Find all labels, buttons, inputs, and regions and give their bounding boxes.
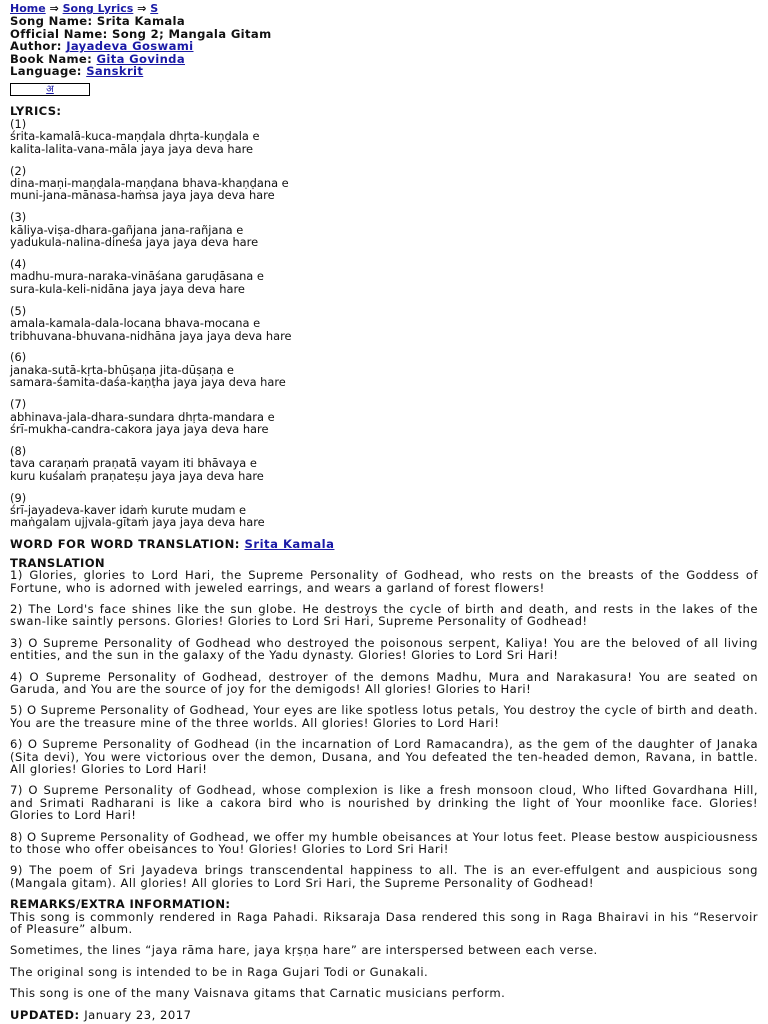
verse bbox=[10, 398, 758, 435]
verse bbox=[10, 258, 758, 295]
verse-line: kuru kuśalaṁ praṇateṣu jaya jaya deva hare bbox=[10, 468, 264, 483]
breadcrumb-separator: ⇒ bbox=[49, 2, 59, 15]
verse-line: madhu-mura-naraka-vināśana garuḍāsana e bbox=[10, 269, 264, 284]
updated-label: UPDATED: bbox=[10, 1007, 80, 1022]
translation-heading: TRANSLATION bbox=[10, 555, 105, 570]
official-name-label: Official Name: bbox=[10, 26, 108, 41]
verse-line: tava caraṇaṁ praṇatā vayam iti bhāvaya e bbox=[10, 456, 257, 471]
verse-line: yadukula-nalina-dineśa jaya jaya deva hare bbox=[10, 235, 259, 250]
word-for-word-link[interactable]: Srita Kamala bbox=[244, 537, 335, 552]
verse bbox=[10, 211, 758, 248]
translation-paragraph: 7) O Supreme Personality of Godhead, whose complexion is like a fresh monsoon cloud, Who lifted Govardhana Hill, and Srimati Radharani is like a cakora bird who is nourished by drinking the light of Your moonlike face. Glories! Glories to Lord Hari! bbox=[10, 783, 758, 823]
remarks-section bbox=[10, 911, 758, 1000]
verse bbox=[10, 118, 758, 155]
verse bbox=[10, 445, 758, 482]
language-row bbox=[10, 65, 758, 77]
remark-paragraph: Sometimes, the lines “jaya rāma hare, jaya kṛṣṇa hare” are interspersed between each verse. bbox=[10, 943, 598, 958]
verse-line: abhinava-jala-dhara-sundara dhṛta-mandara e bbox=[10, 409, 275, 424]
verse-number: (1) bbox=[10, 116, 27, 131]
updated-row bbox=[10, 1009, 758, 1021]
remark-paragraph: The original song is intended to be in Raga Gujari Todi or Gunakali. bbox=[10, 964, 429, 979]
translation-paragraph: 4) O Supreme Personality of Godhead, destroyer of the demons Madhu, Mura and Narakasura! You are seated on Garuda, and You are the source of joy for the demigods! All glories! Glories to Hari! bbox=[10, 669, 758, 696]
remarks-heading: REMARKS/EXTRA INFORMATION: bbox=[10, 897, 231, 912]
word-for-word-label: WORD FOR WORD TRANSLATION: bbox=[10, 537, 240, 552]
verse-number: (9) bbox=[10, 490, 27, 505]
verse-number: (8) bbox=[10, 443, 27, 458]
verse-number: (3) bbox=[10, 210, 27, 225]
remark-paragraph: This song is one of the many Vaisnava gitams that Carnatic musicians perform. bbox=[10, 986, 506, 1001]
song-metadata bbox=[10, 15, 758, 77]
breadcrumb-letter-link[interactable]: S bbox=[150, 2, 159, 15]
song-name-value: Srita Kamala bbox=[96, 14, 186, 29]
verse-line: muni-jana-mānasa-haṁsa jaya jaya deva hare bbox=[10, 188, 275, 203]
verse-line: śrī-mukha-candra-cakora jaya jaya deva hare bbox=[10, 421, 269, 436]
verse-line: samara-śamita-daśa-kaṇṭha jaya jaya deva hare bbox=[10, 375, 286, 390]
language-label: Language: bbox=[10, 64, 82, 79]
verse-line: kāliya-viṣa-dhara-gañjana jana-rañjana e bbox=[10, 222, 244, 237]
lyrics-heading: LYRICS: bbox=[10, 104, 62, 119]
verse-number: (6) bbox=[10, 350, 27, 365]
verse-line: maṅgalam ujjvala-gītaṁ jaya jaya deva hare bbox=[10, 515, 265, 530]
verse bbox=[10, 165, 758, 202]
verse-line: śrita-kamalā-kuca-maṇḍala dhṛta-kuṇḍala e bbox=[10, 129, 260, 144]
author-label: Author: bbox=[10, 39, 62, 54]
translation-paragraph: 5) O Supreme Personality of Godhead, Your eyes are like spotless lotus petals, You destroy the cycle of birth and death. You are the treasure mine of the three worlds. All glories! Glories to Lord Hari! bbox=[10, 703, 758, 730]
verse-line: śrī-jayadeva-kaver idaṁ kurute mudam e bbox=[10, 503, 247, 517]
verse bbox=[10, 492, 758, 529]
book-link[interactable]: Gita Govinda bbox=[96, 51, 185, 66]
updated-date: January 23, 2017 bbox=[84, 1007, 192, 1022]
lyrics-verses bbox=[10, 118, 758, 529]
breadcrumb-separator: ⇒ bbox=[137, 2, 147, 15]
translation-paragraph: 2) The Lord's face shines like the sun globe. He destroys the cycle of birth and death, and rests in the lakes of the swan-like saintly persons. Glories! Glories to Lord Sri Hari, Supreme Personality of Godhead! bbox=[10, 601, 758, 629]
verse-line: janaka-sutā-kṛta-bhūṣaṇa jita-dūṣaṇa e bbox=[10, 362, 234, 377]
translation-paragraph: 1) Glories, glories to Lord Hari, the Supreme Personality of Godhead, who rests on the breasts of the Goddess of Fortune, who is adorned with jeweled earrings, and wears a garland of forest flowers! bbox=[10, 568, 758, 595]
translation-paragraph: 8) O Supreme Personality of Godhead, we offer my humble obeisances at Your lotus feet. Please bestow auspiciousness to those who offer obeisances to You! Glories! Glories to Lord Sri Hari! bbox=[10, 829, 758, 857]
author-link[interactable]: Jayadeva Goswami bbox=[66, 39, 194, 54]
verse-line: dina-maṇi-maṇḍala-maṇḍana bhava-khaṇḍana e bbox=[10, 175, 289, 190]
devanagari-script-button[interactable]: अ bbox=[10, 83, 90, 96]
translation-section bbox=[10, 569, 758, 889]
song-name-label: Song Name: bbox=[10, 14, 93, 29]
verse bbox=[10, 351, 758, 388]
translation-paragraph: 9) The poem of Sri Jayadeva brings transcendental happiness to all. The is an ever-effulgent and auspicious song (Mangala gitam). All glories! All glories to Lord Sri Hari, the Supreme Personality of Godhead! bbox=[10, 863, 758, 890]
word-for-word-row bbox=[10, 538, 758, 550]
verse bbox=[10, 305, 758, 342]
verse-line: kalita-lalita-vana-māla jaya jaya deva hare bbox=[10, 141, 254, 156]
verse-number: (5) bbox=[10, 303, 27, 318]
official-name-value: Song 2; Mangala Gitam bbox=[112, 26, 272, 41]
verse-line: tribhuvana-bhuvana-nidhāna jaya jaya deva hare bbox=[10, 328, 292, 343]
breadcrumb-song-lyrics-link[interactable]: Song Lyrics bbox=[62, 2, 134, 15]
verse-number: (4) bbox=[10, 257, 27, 271]
remark-paragraph: This song is commonly rendered in Raga Pahadi. Riksaraja Dasa rendered this song in Raga Bhairavi in his “Reservoir of Pleasure” album. bbox=[10, 909, 758, 937]
verse-number: (2) bbox=[10, 163, 27, 178]
verse-number: (7) bbox=[10, 397, 27, 412]
language-link[interactable]: Sanskrit bbox=[86, 64, 144, 79]
translation-paragraph: 3) O Supreme Personality of Godhead who destroyed the poisonous serpent, Kaliya! You are the beloved of all living entities, and the sun in the galaxy of the Yadu dynasty. Glories! Glories to Lord Sri Hari! bbox=[10, 635, 758, 663]
verse-line: sura-kula-keli-nidāna jaya jaya deva hare bbox=[10, 281, 245, 296]
translation-paragraph: 6) O Supreme Personality of Godhead (in the incarnation of Lord Ramacandra), as the gem of the daughter of Janaka (Sita devi), You were victorious over the demon, Dusana, and You defeated the ten-headed demon, Ravana, in battle. All glories! Glories to Lord Hari! bbox=[10, 737, 758, 776]
verse-line: amala-kamala-dala-locana bhava-mocana e bbox=[10, 316, 261, 331]
book-label: Book Name: bbox=[10, 51, 93, 66]
breadcrumb-home-link[interactable]: Home bbox=[10, 2, 46, 15]
